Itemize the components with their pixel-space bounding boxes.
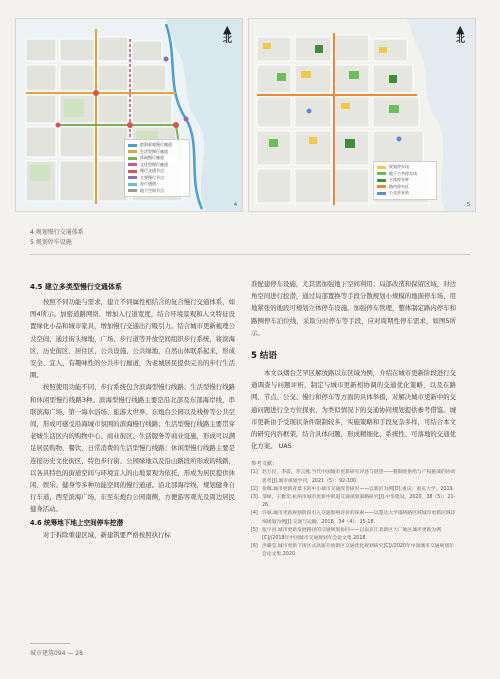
right-map-graphic [249, 19, 475, 211]
legend-swatch [128, 189, 137, 192]
legend-swatch [128, 144, 137, 147]
legend-label: 慢行交通节点 [140, 168, 164, 174]
reference-text: 许斌.城市更新规划阶段引入交通影响评价的探索——以慧达大学邵桥路区域城市更新区域详细规划为例[J].交通与运输，2018，34（4）：15-18. [262, 511, 456, 525]
legend-swatch [377, 166, 386, 169]
reference-text: 赵万民，李震，李云燕.当代中国城市更新研究评述与展望——暨制度供给与产权挑战的协同思考[J].城市规划学刊，2021（5）：92-100. [262, 470, 456, 484]
legend-swatch [377, 172, 386, 175]
paragraph-conclusion [251, 367, 456, 452]
reference-number: [5] [251, 527, 258, 533]
conclusion-text: 本文以烟台芝罘区解放路以东区域为例，介绍在城市更新阶段进行交通调查与问题评析，制定与城市更新相协调的交通优化策略，以及在路网、节点、公交、慢行和停车等方面的具体举措，对解决城市更新中的交通问题进行全方位探索，为类似情况下的交通协同规划提供参考借鉴。城市更新由于受现状条件限制较多，实施策略和手段复杂多样，可结合本文的研究内容框架，结合具体问题，形成精细化、系统性、可落地的交通优化方案。 [251, 369, 456, 451]
left-map-number: 4 [233, 202, 237, 208]
section-heading-4-5: 4.5 建立多类型慢行交通体系 [30, 283, 122, 291]
legend-swatch [128, 176, 137, 179]
reference-item [251, 510, 456, 526]
north-arrow-icon: ▲ 北 [455, 23, 465, 45]
reference-item [251, 494, 456, 510]
reference-number: [2] [251, 486, 258, 492]
left-text-column [30, 278, 235, 541]
figure-caption-5: 5 规划停车设施 [30, 239, 72, 246]
reference-item [251, 527, 456, 543]
reference-number: [6] [251, 544, 258, 550]
legend-swatch [377, 185, 386, 188]
legend-label: 路内停车区 [389, 183, 409, 189]
legend-label: 公交首末站 [389, 190, 409, 196]
reference-text: 张娜.城市更新背景下的中小城市交通改善研究——以新沂为例[D].重庆：重庆大学，2019. [262, 486, 455, 492]
footer-divider [30, 643, 70, 644]
left-map-figure [15, 18, 243, 212]
figure-captions [30, 228, 84, 248]
legend-item [128, 188, 186, 195]
references-list [251, 469, 456, 559]
author-mark: UAS [278, 442, 292, 451]
north-arrow-icon: ▲ 北 [222, 23, 232, 45]
reference-number: [3] [251, 495, 258, 501]
reference-number: [4] [251, 511, 258, 517]
paragraph: 按照使用功能不同，步行系统包含滨海型慢行线路、生活型慢行线路和休闲型慢行线路3种。滨海型慢行线路主要是沿北部及东部海岸线，串联滨海广场、第一海水浴场、旅游大世界、东炮台公园以及栈桥等公共空间，形成可感受沿海城市氛围的滨海慢行线路；生活型慢行线路主要贯穿老城生活区内的购物中心、商业街区、生活服务等商业设施，形成可以满足居民购物、餐饮、日常消费的生活型慢行线路；休闲型慢行线路主要是连接历史文化街区、特色步行街、公园绿地以及沿山路段所形成的线路，以各具特色的街道空间与环境宜人的山地景观为依托，形成为居民提供休闲、娱乐、健身等多种功能空间的慢行通道。沿北部海岸线，规划健身自行车道，西至滨海广场，东至东炮台公园南侧，方便游客观光及周边居民健身活动。 [30, 383, 235, 514]
legend-item [377, 190, 433, 197]
reference-text: 洪璐莹.城市更新下街区式高密开放街区交通优化规划研究[C]//2020年中国城市交通规划年会论文集.2020. [262, 544, 454, 558]
reference-text: 张宇宙.城市更新发展路径的交通规划协同——以南京江北新区大厂地区城市更新为例[C]//2018年中国城市交通规划年会论文集.2018. [262, 527, 442, 542]
legend-label: 立体停车库 [389, 177, 409, 183]
legend-label: 步行通道 [140, 181, 156, 187]
divider [30, 254, 470, 255]
legend-label: 文化型慢行廊道 [140, 161, 168, 167]
legend-swatch [128, 163, 137, 166]
legend-swatch [128, 157, 137, 160]
legend-label: 休闲慢行廊道 [140, 155, 164, 161]
reference-item [251, 469, 456, 485]
reference-item [251, 486, 456, 494]
legend-swatch [128, 183, 137, 186]
paragraph: 按照不同功能与需求，建立不同属性相结合的复合慢行交通体系，如图4所示。加密道路网络，增加入行道宽度，结合环境景观和人文特征设置绿化小品和城市家具，增加慢行交通出行吸引力。结合城市更新梳理公共空间，通过街头绿地、广场、步行道等开放空间组织步行系统，将滨海区、历史街区、居住区、公共设施、公共绿地、自然山体联系起来，形成安全、宜人、有趣味性的公共步行廊道，为老城居民提供完善的步行生活圈。 [30, 298, 235, 380]
figure-caption-4: 4 规划慢行交通体系 [30, 229, 84, 236]
legend-label: 地下空间节点 [140, 187, 164, 193]
legend-swatch [128, 150, 137, 153]
legend-swatch [377, 192, 386, 195]
right-text-column [251, 278, 456, 560]
right-map-legend [373, 161, 437, 200]
right-map-number: 5 [466, 202, 470, 208]
section-heading-conclusion: 5 结语 [251, 351, 277, 362]
page-footer: 城市建筑094 — 28 [30, 650, 83, 657]
legend-label: 主要慢行节点 [140, 174, 164, 180]
reference-text: 邹峰，王雅奕.杭州市城市更新中街道交通规划策略研究[J].中华建设，2020，38（5）：21-26. [262, 495, 456, 509]
paragraph: 对于拆除重建区域，新建筑要严格按照执行标 [43, 530, 171, 539]
section-heading-4-6: 4.6 统筹地下地上空间停车挖潜 [30, 518, 124, 527]
left-map-legend [124, 139, 190, 197]
legend-label: 生活型慢行廊道 [140, 148, 168, 154]
reference-number: [1] [251, 470, 258, 476]
legend-swatch [128, 170, 137, 173]
paragraph-continuation: 准配建停车设施，尤其需加强地下空间利用；局部改造和保留区域，对边角空间进行挖潜，通过局部置换等手段分散规划小规模的地面停车场，用地紧张的地段可规划立体停车设施。加强停车管理，整体制定路内停车和路侧停车泊位线，采取分时停车等手段，应对周期性停车需求，如图5所示。 [251, 280, 456, 337]
legend-swatch [377, 179, 386, 182]
legend-label: 规划停车场 [389, 164, 409, 170]
right-map-figure [248, 18, 476, 212]
legend-label: 滨海景观慢行廊道 [140, 142, 172, 148]
reference-item [251, 543, 456, 559]
legend-label: 地下公共停车场 [389, 170, 417, 176]
references-heading: 参考文献： [251, 461, 278, 468]
